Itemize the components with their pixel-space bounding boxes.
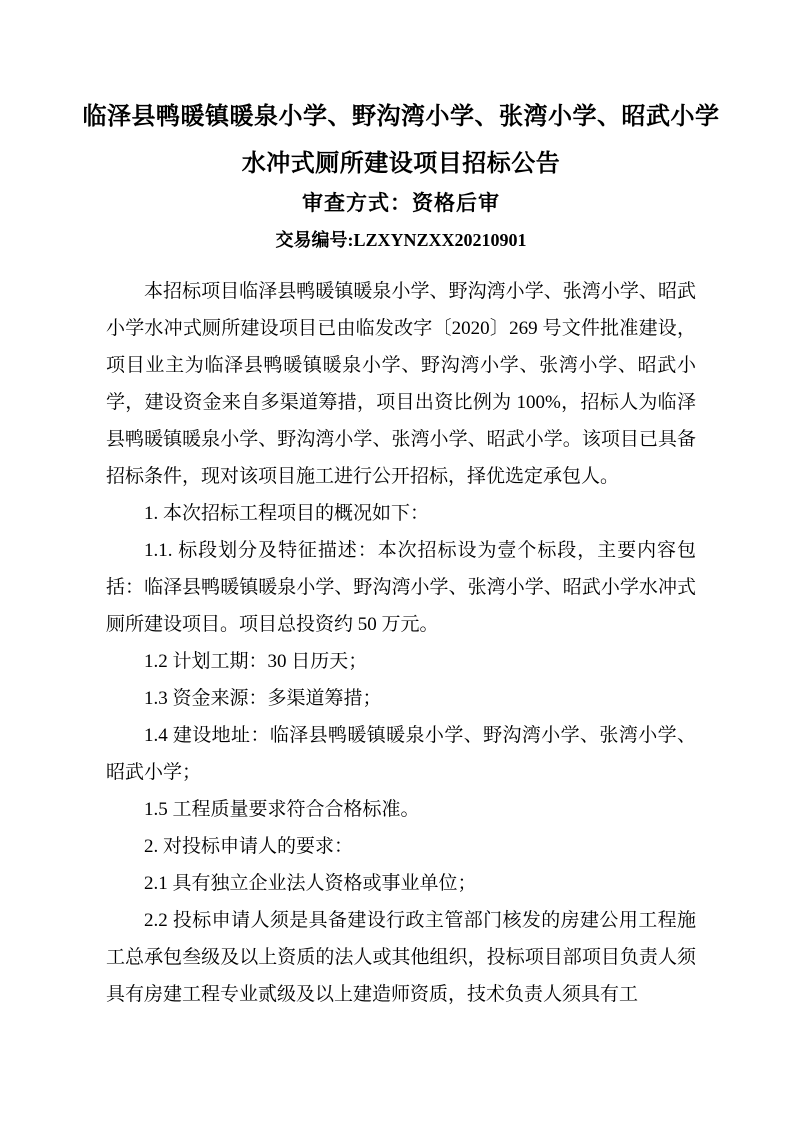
paragraph-section-1-4: 1.4 建设地址：临泽县鸭暖镇暖泉小学、野沟湾小学、张湾小学、昭武小学； xyxy=(106,725,696,783)
paragraph-intro: 本招标项目临泽县鸭暖镇暖泉小学、野沟湾小学、张湾小学、昭武小学水冲式厕所建设项目已由临发改字〔2020〕269 号文件批准建设，项目业主为临泽县鸭暖镇暖泉小学、野沟湾小学、张湾小学、昭武小学，建设资金来自多渠道筹措，项目出资比例为 100%，招标人为临泽县鸭暖镇暖泉小学、野沟湾小学、张湾小学、昭武小学。该项目已具备招标条件，现对该项目施工进行公开招标，择优选定承包人。 xyxy=(106,281,696,487)
paragraph-section-1: 1. 本次招标工程项目的概况如下： xyxy=(144,503,430,524)
transaction-number-line: 交易编号:LZXYNZXX20210901 xyxy=(275,230,527,250)
paragraph-section-2-1: 2.1 具有独立企业法人资格或事业单位； xyxy=(144,873,477,894)
paragraph-section-2: 2. 对投标申请人的要求： xyxy=(144,836,354,857)
paragraph-section-2-2: 2.2 投标申请人须是具备建设行政主管部门核发的房建公用工程施工总承包叁级及以上资质的法人或其他组织，投标项目部项目负责人须具有房建工程专业贰级及以上建造师资质，技术负责人须具有工 xyxy=(106,910,696,1005)
paragraph-section-1-3: 1.3 资金来源：多渠道筹措； xyxy=(144,688,382,709)
review-method-line: 审查方式：资格后审 xyxy=(302,191,500,215)
document-body xyxy=(106,273,696,1013)
title-line-2: 水冲式厕所建设项目招标公告 xyxy=(241,151,561,177)
document-title xyxy=(71,94,731,188)
paragraph-section-1-2: 1.2 计划工期：30 日历天； xyxy=(144,651,368,672)
paragraph-section-1-1: 1.1. 标段划分及特征描述：本次招标设为壹个标段，主要内容包括：临泽县鸭暖镇暖泉小学、野沟湾小学、张湾小学、昭武小学水冲式厕所建设项目。项目总投资约 50 万元。 xyxy=(106,540,696,635)
title-line-1: 临泽县鸭暖镇暖泉小学、野沟湾小学、张湾小学、昭武小学 xyxy=(82,104,720,130)
paragraph-section-1-5: 1.5 工程质量要求符合合格标准。 xyxy=(144,799,420,820)
